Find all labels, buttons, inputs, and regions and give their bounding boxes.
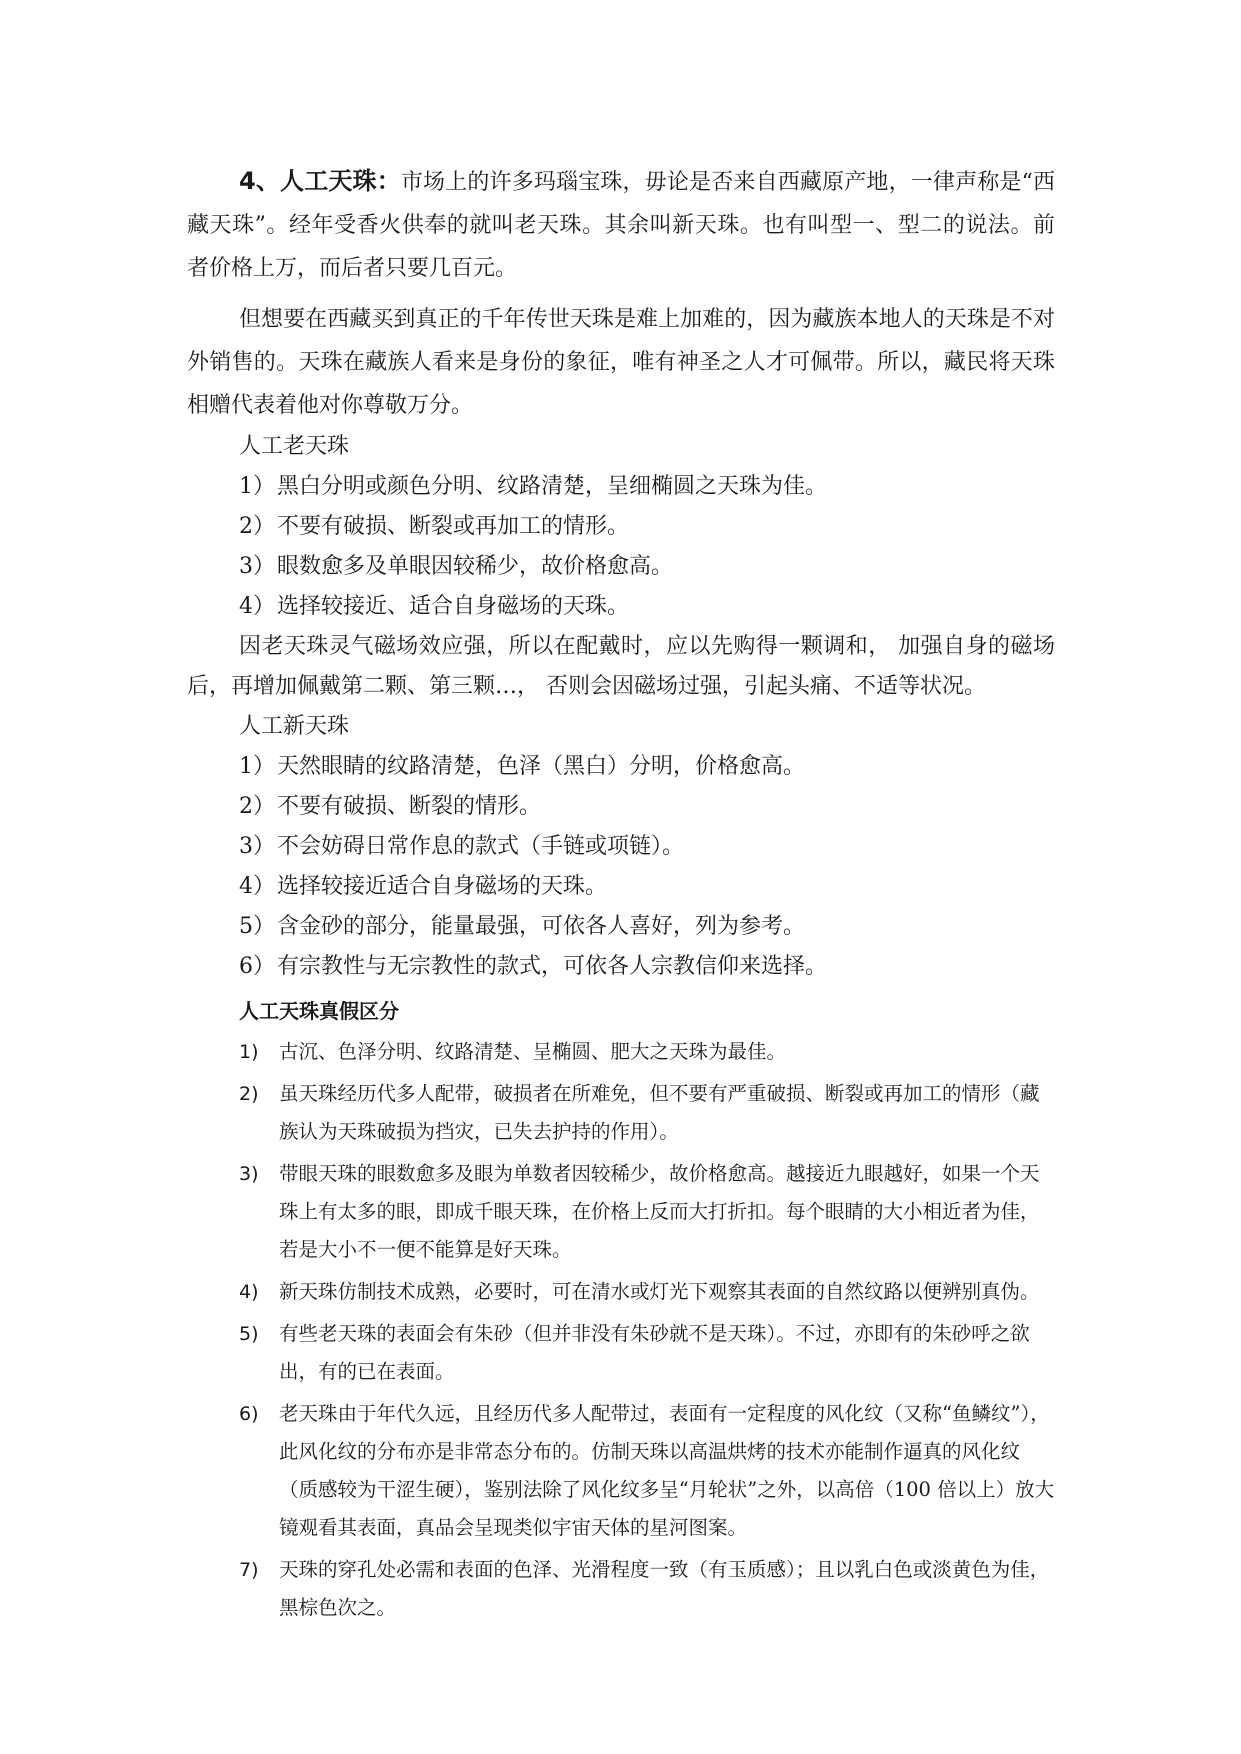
list-item: 5) 有些老天珠的表面会有朱砂（但并非没有朱砂就不是天珠）。不过，亦即有的朱砂呼之欲出，有的已在表面。 bbox=[239, 1322, 1030, 1383]
intro-text-1: 市场上的许多玛瑙宝珠，毋论是否来自西藏原产地，一律声称是“西藏天珠”。经年受香火供奉的就叫老天珠。其余叫新天珠。也有叫型一、型二的说法。前者价格上万，而后者只要几百元。 bbox=[187, 170, 1055, 281]
list-item: 4）选择较接近、适合自身磁场的天珠。 bbox=[239, 594, 630, 619]
section-heading: 4、人工天珠： bbox=[239, 167, 401, 195]
list-item: 1）天然眼睛的纹路清楚，色泽（黑白）分明，价格愈高。 bbox=[239, 754, 806, 779]
old-beads-list bbox=[187, 467, 1055, 627]
intro-paragraph-2: 但想要在西藏买到真正的千年传世天珠是难上加难的，因为藏族本地人的天珠是不对外销售的。天珠在藏族人看来是身份的象征，唯有神圣之人才可佩带。所以，藏民将天珠相赠代表着他对你尊敬万分。 bbox=[187, 307, 1055, 418]
list-item: 1）黑白分明或颜色分明、纹路清楚，呈细椭圆之天珠为佳。 bbox=[239, 474, 828, 499]
list-item: 7) 天珠的穿孔处必需和表面的色泽、光滑程度一致（有玉质感）；且以乳白色或淡黄色为佳，黑棕色次之。 bbox=[239, 1558, 1050, 1619]
list-item: 3) 带眼天珠的眼数愈多及眼为单数者因较稀少，故价格愈高。越接近九眼越好，如果一个天珠上有太多的眼，即成千眼天珠，在价格上反而大打折扣。每个眼睛的大小相近者为佳，若是大小不一便不能算是好天珠。 bbox=[239, 1162, 1040, 1261]
new-beads-title: 人工新天珠 bbox=[239, 714, 350, 739]
list-item: 5）含金砂的部分，能量最强，可依各人喜好，列为参考。 bbox=[239, 914, 806, 939]
list-item: 6) 老天珠由于年代久远，且经历代多人配带过，表面有一定程度的风化纹（又称“鱼鳞纹”），此风化纹的分布亦是非常态分布的。仿制天珠以高温烘烤的技术亦能制作逼真的风化纹（质感较为干涩生硬），鉴别法除了风化纹多呈“月轮状”之外，以高倍（100 倍以上）放大镜观看其表面，真品会呈现类似宇宙天体的星河图案。 bbox=[239, 1402, 1055, 1539]
new-beads-list bbox=[187, 747, 1055, 987]
intro-paragraph-1 bbox=[187, 160, 1055, 290]
list-item: 6）有宗教性与无宗教性的款式，可依各人宗教信仰来选择。 bbox=[239, 954, 828, 979]
list-item: 4）选择较接近适合自身磁场的天珠。 bbox=[239, 874, 608, 899]
document-page bbox=[187, 160, 1055, 1631]
list-item: 4) 新天珠仿制技术成熟，必要时，可在清水或灯光下观察其表面的自然纹路以便辨别真伪。 bbox=[239, 1280, 1040, 1303]
authenticity-title: 人工天珠真假区分 bbox=[239, 999, 399, 1023]
old-beads-title: 人工老天珠 bbox=[239, 434, 350, 459]
list-item: 3）眼数愈多及单眼因较稀少，故价格愈高。 bbox=[239, 554, 674, 579]
list-item: 2）不要有破损、断裂或再加工的情形。 bbox=[239, 514, 630, 539]
list-item: 2）不要有破损、断裂的情形。 bbox=[239, 794, 542, 819]
list-item: 2) 虽天珠经历代多人配带，破损者在所难免，但不要有严重破损、断裂或再加工的情形（藏族认为天珠破损为挡灾，已失去护持的作用）。 bbox=[239, 1082, 1040, 1143]
list-item: 3）不会妨碍日常作息的款式（手链或项链）。 bbox=[239, 834, 685, 859]
list-item: 1) 古沉、色泽分明、纹路清楚、呈椭圆、肥大之天珠为最佳。 bbox=[239, 1040, 787, 1063]
old-beads-note: 因老天珠灵气磁场效应强，所以在配戴时，应以先购得一颗调和， 加强自身的磁场后，再增加佩戴第二颗、第三颗…， 否则会因磁场过强，引起头痛、不适等状况。 bbox=[187, 634, 1055, 699]
authenticity-list bbox=[187, 1033, 1055, 1627]
